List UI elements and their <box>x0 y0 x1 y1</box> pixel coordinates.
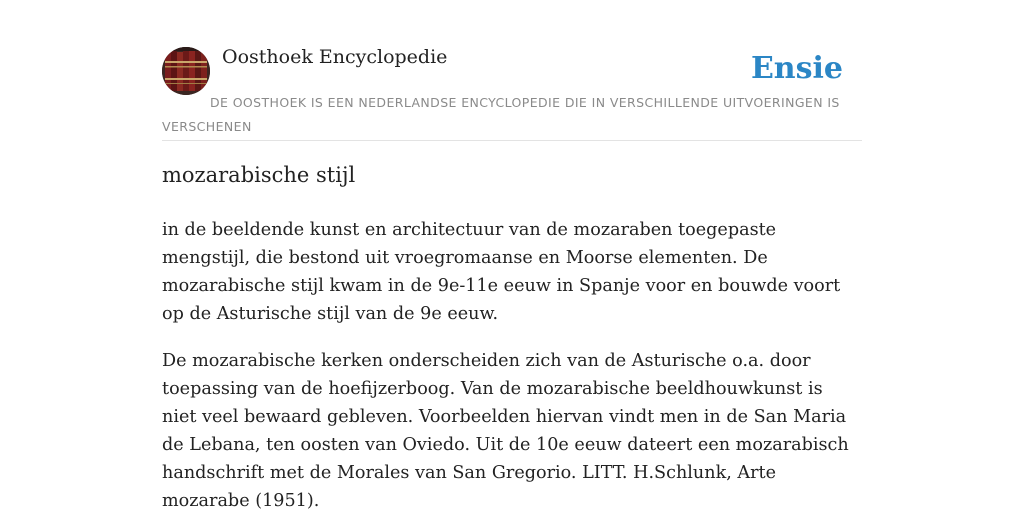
article-paragraph: in de beeldende kunst en architectuur van de mozaraben toegepaste mengstijl, die bestond uit vroegromaanse en Moorse elementen. De mozarabische stijl kwam in de 9e-11e eeuw in Spanje voor en bouwde voort op de Asturische stijl van de 9e eeuw. <box>162 220 841 324</box>
article-paragraph: De mozarabische kerken onderscheiden zich van de Asturische o.a. door toepassing van de hoefijzerboog. Van de mozarabische beeldhouwkunst is niet veel bewaard gebleven. Voorbeelden hiervan vindt men in de San Maria de Lebana, ten oosten van Oviedo. Uit de 10e eeuw dateert een mozarabisch handschrift met de Morales van San Gregorio. LITT. H.Schlunk, Arte mozarabe (1951). <box>162 351 849 511</box>
brand-logo-link[interactable]: Ensie <box>750 51 843 86</box>
encyclopedia-books-icon[interactable] <box>162 47 210 95</box>
article-body <box>162 216 852 512</box>
site-name-link[interactable]: Oosthoek Encyclopedie <box>222 46 448 68</box>
site-header <box>162 0 862 141</box>
site-tagline: DE OOSTHOEK IS EEN NEDERLANDSE ENCYCLOPEDIE DIE IN VERSCHILLENDE UITVOERINGEN IS VERSCHENEN <box>162 95 840 134</box>
article-title: mozarabische stijl <box>162 163 356 187</box>
page <box>162 0 862 512</box>
